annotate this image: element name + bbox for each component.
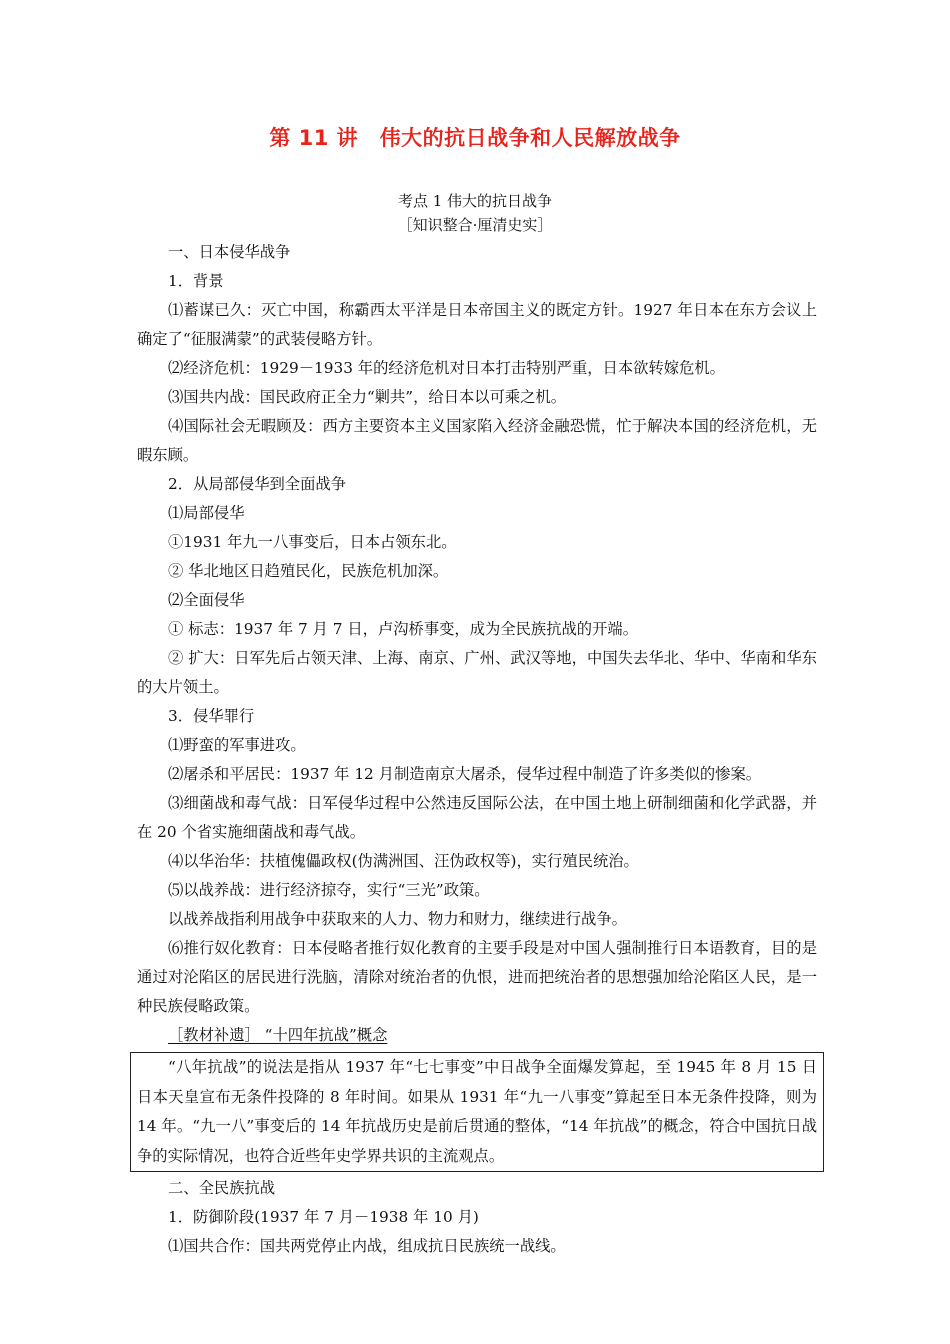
paragraph: ① 标志：1937 年 7 月 7 日，卢沟桥事变，成为全民族抗战的开端。: [168, 620, 638, 638]
paragraph: ⑷以华治华：扶植傀儡政权(伪满洲国、汪伪政权等)，实行殖民统治。: [168, 852, 639, 870]
heading-national-resistance: 二、全民族抗战: [168, 1179, 276, 1197]
paragraph: ⑵全面侵华: [168, 591, 245, 609]
heading-defense-stage: 1．防御阶段(1937 年 7 月－1938 年 10 月): [168, 1208, 479, 1226]
paragraph: ② 华北地区日趋殖民化，民族危机加深。: [168, 562, 449, 580]
paragraph: ⑸以战养战：进行经济掠夺，实行“三光”政策。: [168, 881, 490, 899]
paragraph: ⑶细菌战和毒气战：日军侵华过程中公然违反国际公法，在中国土地上研制细菌和化学武器，并在 20 个省实施细菌战和毒气战。: [137, 794, 817, 841]
paragraph: ⑵屠杀和平居民：1937 年 12 月制造南京大屠杀，侵华过程中制造了许多类似的惨案。: [168, 765, 762, 783]
section-title: 考点 1 伟大的抗日战争: [397, 192, 553, 210]
body-text: [137, 238, 817, 1261]
paragraph: ⑹推行奴化教育：日本侵略者推行奴化教育的主要手段是对中国人强制推行日本语教育，目的是通过对沦陷区的居民进行洗脑，清除对统治者的仇恨，进而把统治者的思想强加给沦陷区人民，是一种民族侵略政策。: [137, 939, 817, 1015]
note-box-text: “八年抗战”的说法是指从 1937 年“七七事变”中日战争全面爆发算起，至 1945 年 8 月 15 日日本天皇宣布无条件投降的 8 年时间。如果从 1931 年“九一八事变”算起至日本无条件投降，则为 14 年。“九一八”事变后的 14 年抗战历史是前后贯通的整体，“14 年抗战”的概念，符合中国抗日战争的实际情况，也符合近些年史学界共识的主流观点。: [137, 1058, 817, 1165]
paragraph: 以战养战指利用战争中获取来的人力、物力和财力，继续进行战争。: [168, 910, 627, 928]
heading-japanese-invasion: 一、日本侵华战争: [168, 243, 291, 261]
heading-background: 1．背景: [168, 272, 224, 290]
page-title: 第 11 讲 伟大的抗日战争和人民解放战争: [269, 126, 681, 150]
paragraph: ①1931 年九一八事变后，日本占领东北。: [168, 533, 457, 551]
paragraph: ⑴局部侵华: [168, 504, 245, 522]
paragraph: ⑶国共内战：国民政府正全力“剿共”，给日本以可乘之机。: [168, 388, 567, 406]
paragraph: ⑵经济危机：1929－1933 年的经济危机对日本打击特别严重，日本欲转嫁危机。: [168, 359, 725, 377]
paragraph: ⑴野蛮的军事进攻。: [168, 736, 306, 754]
note-heading: ［教材补遗］ “十四年抗战”概念: [168, 1026, 388, 1044]
heading-local-to-full-war: 2．从局部侵华到全面战争: [168, 475, 346, 493]
paragraph: ② 扩大：日军先后占领天津、上海、南京、广州、武汉等地，中国失去华北、华中、华南和华东的大片领土。: [137, 649, 817, 696]
paragraph: ⑴蓄谋已久：灭亡中国，称霸西太平洋是日本帝国主义的既定方针。1927 年日本在东方会议上确定了“征服满蒙”的武装侵略方针。: [137, 301, 817, 348]
heading-war-crimes: 3．侵华罪行: [168, 707, 255, 725]
paragraph: ⑴国共合作：国共两党停止内战，组成抗日民族统一战线。: [168, 1237, 566, 1255]
note-box: [130, 1052, 824, 1172]
section-subtitle: ［知识整合·厘清史实］: [397, 216, 553, 234]
paragraph: ⑷国际社会无暇顾及：西方主要资本主义国家陷入经济金融恐慌，忙于解决本国的经济危机，无暇东顾。: [137, 417, 817, 464]
